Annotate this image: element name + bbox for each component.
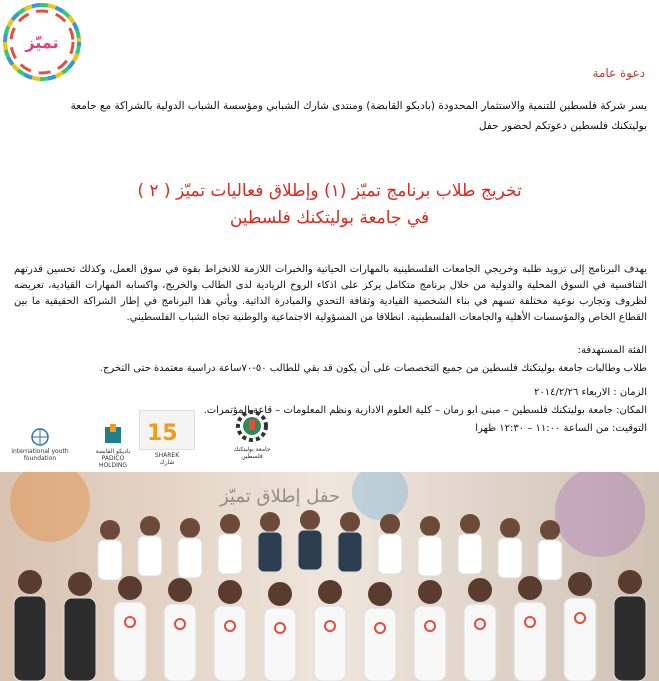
padico-name-ar: باديكو القابضة — [95, 448, 131, 455]
gear-icon — [234, 408, 270, 444]
padico-name: PADICO HOLDING — [98, 455, 128, 469]
event-place: المكان: جامعة بوليتكنك فلسطين – مبنى ابو رمان – كلية العلوم الادارية ونظم المعلومات – قاعة المؤتمرات. — [203, 405, 647, 416]
sharek-name-ar: شارك — [159, 459, 175, 466]
event-title — [40, 178, 619, 232]
intro-paragraph — [40, 96, 647, 136]
sharek-name: SHAREK — [154, 452, 180, 459]
event-time: التوقيت: من الساعة ١١:٠٠ – ١٢:٣٠ ظهرا — [475, 423, 647, 434]
intro-line-2: بوليتكنك فلسطين دعوتكم لحضور حفل — [478, 120, 647, 132]
iyf-name: international youth foundation — [11, 448, 69, 462]
ppu-name: جامعة بوليتكنك فلسطين — [233, 446, 271, 460]
target-label: الفئة المستهدفة: — [577, 345, 647, 356]
svg-text:15: 15 — [147, 421, 178, 446]
iyf-logo — [6, 428, 74, 462]
invitation-label: دعوة عامة — [592, 66, 645, 80]
event-date: الزمان : الاربعاء ٢٠١٤/٢/٢٦ — [533, 387, 647, 398]
program-description: يهدف البرنامج إلى تزويد طلبة وخريجي الجامعات الفلسطينية بالمهارات الحياتية والخبرات اللازمة للانخراط بقوة في سوق العمل، وكذلك تحسين قدرتهم التنافسية في السوق المحلية والدولية من خلال برنامج متكامل يركز على اذكاء الروح الريادية لدى الطالب والخريج، واكسابه المهارات القيادية، تعريضه لظروف وتجارب نوعية مختلفة تسهم في بناء الشخصية القيادية وثقافة التحدي والمبادرة الذاتية. ويأتي هذا البرنامج في إطار الشراكة الحقيقية ما بين القطاع الخاص والمؤسسات الأهلية والجامعات الفلسطينية. انطلاقا من المسؤولية الاجتماعية والوطنية تجاه الشباب الفلسطيني. — [14, 264, 647, 323]
globe-icon — [27, 428, 53, 446]
sharek-mark-icon — [139, 410, 195, 450]
event-title-line-2: في جامعة بوليتكنك فلسطين — [229, 208, 430, 228]
sponsor-logos — [4, 404, 274, 469]
padico-mark-icon — [102, 424, 124, 446]
padico-logo — [90, 424, 136, 469]
target-audience — [14, 342, 647, 378]
event-title-line-1: تخريج طلاب برنامج تميّز (١) وإطلاق فعاليات تميّز ( ٢ ) — [137, 181, 522, 201]
group-photo — [0, 472, 659, 681]
target-text: طلاب وطالبات جامعة بوليتكنك فلسطين من جميع التخصصات على أن يكون قد بقي للطالب ٥٠-٧٠ساعة دراسية معتمدة حتى التخرج. — [99, 363, 647, 374]
photo-banner-text: حفل إطلاق تميّز — [220, 486, 341, 507]
intro-line-1: يسر شركة فلسطين للتنمية والاستثمار المحدودة (باديكو القابضة) ومنتدى شارك الشبابي ومؤسسة الشباب الدولية بالشراكة مع جامعة — [70, 100, 647, 112]
logo-wordmark: تميّز — [25, 33, 59, 52]
event-details — [203, 384, 647, 438]
ppu-logo — [230, 408, 274, 460]
sharek-logo — [138, 410, 196, 466]
tamayoz-logo — [2, 2, 82, 82]
